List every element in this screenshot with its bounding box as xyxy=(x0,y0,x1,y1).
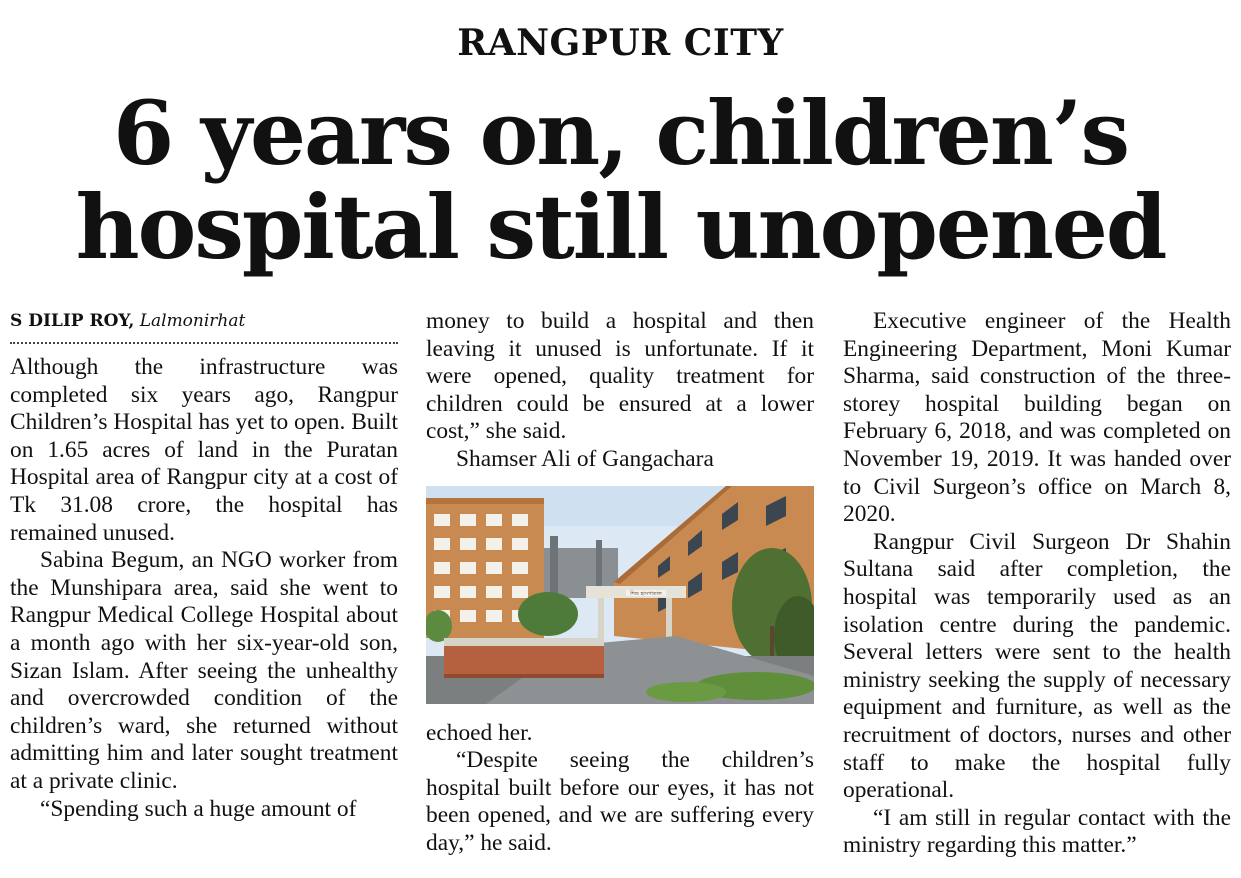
byline xyxy=(10,308,398,344)
paragraph-2: Sabina Begum, an NGO worker from the Munshipara area, said she went to Rangpur Medical College Hospital about a month ago with her six-year-old son, Sizan Islam. After seeing the unhealthy and overcrowded condition of the children’s ward, she returned without admitting him and later sought treatment at a private clinic. xyxy=(10,547,398,794)
byline-location: Lalmonirhat xyxy=(139,311,246,331)
column-2 xyxy=(426,308,814,858)
paragraph-1: Although the infrastructure was completed six years ago, Rangpur Children’s Hospital has yet to open. Built on 1.65 acres of land in the Puratan Hospital area of Rangpur city at a cost of Tk 31.08 crore, the hospital has remained unused. xyxy=(10,354,398,546)
hospital-sign: শিশু হাসপাতাল xyxy=(630,590,662,597)
paragraph-8: “I am still in regular contact with the ministry regarding this matter.” xyxy=(843,804,1231,859)
column-3 xyxy=(843,308,1231,860)
column-1 xyxy=(10,308,398,823)
paragraph-7: Rangpur Civil Surgeon Dr Shahin Sultana said after completion, the hospital was temporarily used as an isolation centre during the pandemic. Several letters were sent to the health ministry seeking the supply of necessary equipment and furniture, as well as the recruitment of doctors, nurses and other staff to make the hospital fully operational. xyxy=(843,528,1231,804)
section-kicker: RANGPUR CITY xyxy=(457,22,784,64)
paragraph-4-end: echoed her. xyxy=(426,719,533,746)
headline xyxy=(0,81,1241,279)
byline-author: S DILIP ROY, xyxy=(10,311,135,331)
hospital-photo xyxy=(426,486,814,704)
paragraph-6: Executive engineer of the Health Engineering Department, Moni Kumar Sharma, said construction of the three-storey hospital building began on February 6, 2018, and was completed on November 19, 2019. It was handed over to Civil Surgeon’s office on March 8, 2020. xyxy=(843,308,1231,528)
paragraph-4-start: Shamser Ali of Gangachara xyxy=(456,445,714,472)
paragraph-3-end: money to build a hospital and then leaving it unused is unfortunate. If it were opened, quality treatment for children could be ensured at a lower cost,” she said. xyxy=(426,308,814,445)
paragraph-5: “Despite seeing the children’s hospital built before our eyes, it has not been opened, and we are suffering every day,” he said. xyxy=(426,747,814,856)
headline-line-1: 6 years on, children’s xyxy=(113,81,1128,185)
headline-line-2: hospital still unopened xyxy=(75,175,1166,279)
paragraph-3-start: “Spending such a huge amount of xyxy=(40,795,357,822)
